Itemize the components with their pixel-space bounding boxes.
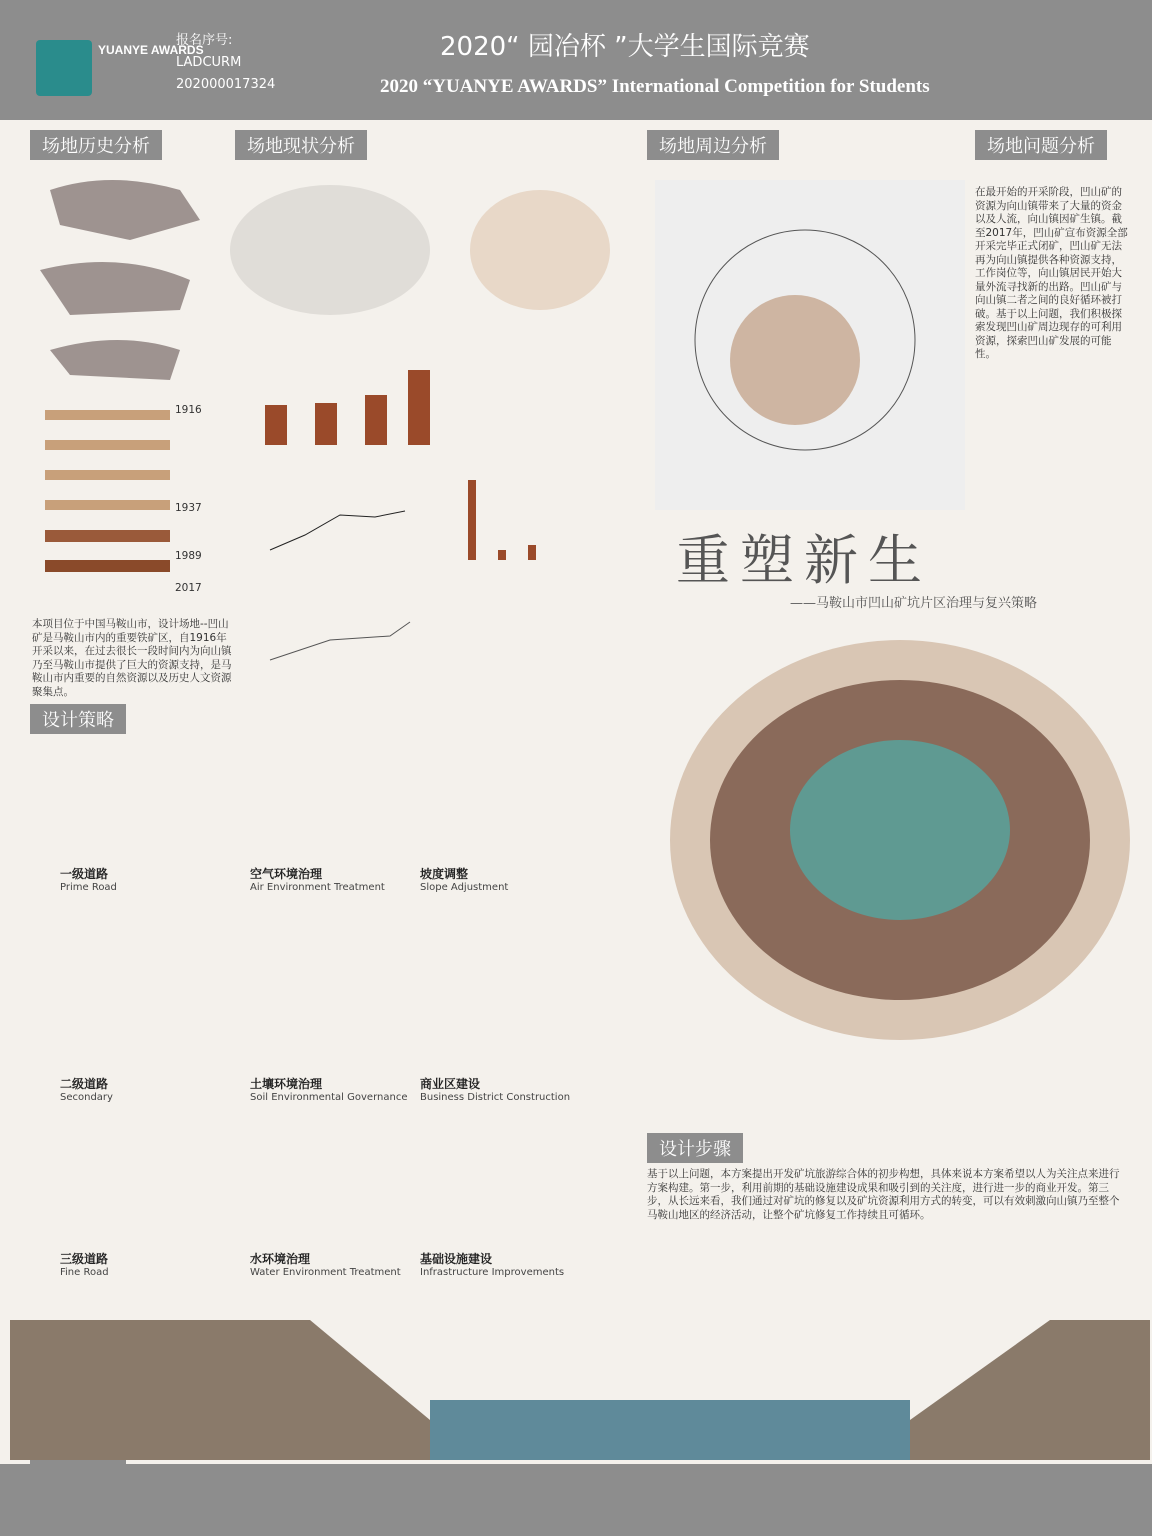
year-label: 2017 (175, 582, 202, 594)
sec-strategy: 设计策略 (30, 704, 126, 734)
brand: YUANYE AWARDS (98, 43, 204, 57)
footer-bar (0, 1464, 1152, 1536)
strategy-item: 商业区建设 Business District Construction (420, 1077, 571, 1103)
history-maps (30, 170, 230, 610)
sec-status: 场地现状分析 (235, 130, 367, 160)
surround-map (655, 180, 965, 510)
year-label: 1916 (175, 404, 202, 416)
strategy-item: 二级道路 Secondary (60, 1077, 113, 1103)
strategy-item: 空气环境治理 Air Environment Treatment (250, 867, 385, 893)
strategy-item: 基础设施建设 Infrastructure Improvements (420, 1252, 565, 1278)
sec-surround: 场地周边分析 (647, 130, 779, 160)
registration: 报名序号: LADCURM 202000017324 (176, 33, 276, 92)
main-title: 重塑新生 (676, 531, 932, 591)
title-en: 2020 “YUANYE AWARDS” International Competition for Students (380, 76, 930, 97)
pit-plan (655, 600, 1145, 1070)
sec-history: 场地历史分析 (30, 130, 162, 160)
sec-steps: 设计步骤 (647, 1133, 743, 1163)
steps-text: 基于以上问题，本方案提出开发矿坑旅游综合体的初步构想，具体来说本方案希望以人为关注点来进行方案构建。第一步，利用前期的基础设施建设成果和吸引到的关注度，进行进一步的商业开发。第三步，从长远来看，我们通过对矿坑的修复以及矿坑资源利用方式的转变，可以有效刺激向山镇乃至整个马鞍山地区的经济活动，让整个矿坑修复工作持续且可循环。 (647, 1168, 1120, 1221)
section-drawing (10, 1300, 1150, 1460)
strategy-item: 坡度调整 Slope Adjustment (420, 867, 509, 893)
strategy-item: 一级道路 Prime Road (60, 867, 117, 893)
strategy-item: 水环境治理 Water Environment Treatment (250, 1252, 401, 1278)
main-subtitle: ——马鞍山市凹山矿坑片区治理与复兴策略 (790, 596, 1038, 611)
strategy-item: 土壤环境治理 Soil Environmental Governance (250, 1077, 408, 1103)
history-text: 本项目位于中国马鞍山市，设计场地--凹山矿是马鞍山市内的重要铁矿区，自1916年开采以来，在过去很长一段时间内为向山镇乃至马鞍山市提供了巨大的资源支持，是马鞍山市内重要的自然资源以及历史人文资源聚集点。 (32, 618, 232, 698)
title-cn: 2020“ 园冶杯 ”大学生国际竞赛 (440, 32, 810, 62)
sec-problem: 场地问题分析 (975, 130, 1107, 160)
year-label: 1989 (175, 550, 202, 562)
strategy-item: 三级道路 Fine Road (60, 1252, 109, 1278)
status-charts (230, 160, 640, 690)
logo-icon (36, 40, 92, 96)
year-label: 1937 (175, 502, 202, 514)
problem-text: 在最开始的开采阶段，凹山矿的资源为向山镇带来了大量的资金以及人流，向山镇因矿生镇。截至2017年，凹山矿宣布资源全部开采完毕正式闭矿，凹山矿无法再为向山镇提供各种资源支持，工作岗位等，向山镇居民开始大量外流寻找新的出路。凹山矿与向山镇二者之间的良好循环被打破。基于以上问题，我们积极探索发现凹山矿周边现存的可利用资源，探索凹山矿发展的可能性。 (975, 186, 1128, 360)
